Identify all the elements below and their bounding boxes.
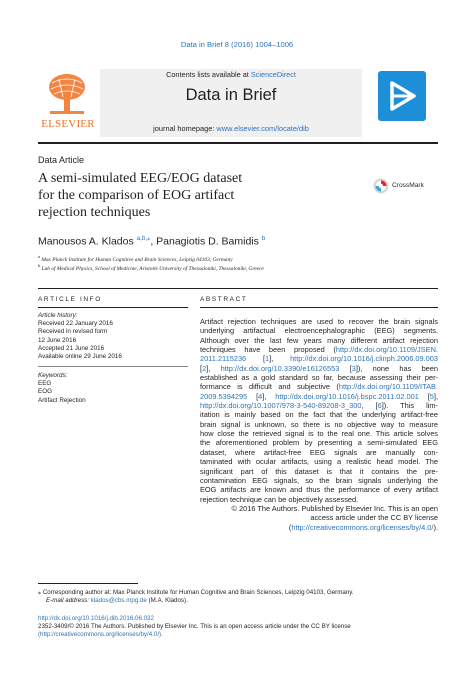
elsevier-logo[interactable] <box>38 69 96 135</box>
crossmark-badge[interactable] <box>373 178 439 194</box>
text-segment: taminated with ocular artifacts, using a realistic head model. The <box>200 457 438 467</box>
affiliation-key: b <box>38 263 41 268</box>
text-segment: dataset, where artifact-free EEG signals are manually con- <box>200 447 438 457</box>
text-line <box>200 523 438 532</box>
text-line <box>200 317 438 326</box>
license-link[interactable]: (http://creativecommons.org/licenses/by/4.0/). <box>38 631 163 639</box>
text-line <box>200 326 438 335</box>
title-line: for the comparison of EOG artifact <box>38 188 235 203</box>
author-list: Manousos A. Klados $^{a,b,⁎}$, Panagiotis D. Bamidis $^b$ <box>38 235 266 248</box>
crossmark-label: CrossMark <box>392 182 424 189</box>
elsevier-tree-icon <box>44 71 90 117</box>
article-footer <box>38 615 438 640</box>
corresponding-author-note: ⁎ Corresponding author at: Max Planck Institute for Human Cognitive and Brain Sciences, Leipzig 04103, Germany. <box>38 589 354 596</box>
text-line <box>200 354 438 363</box>
author-affiliation-marks[interactable]: a,b,⁎ <box>136 235 151 242</box>
history-label: Article history: <box>38 312 78 319</box>
text-segment: ( <box>288 522 292 532</box>
footnote <box>38 589 438 605</box>
text-line <box>200 336 438 345</box>
info-separator <box>38 366 188 367</box>
article-info-rule <box>38 307 188 308</box>
affiliation <box>38 263 264 272</box>
email-suffix: (M.A. Klados). <box>146 597 188 605</box>
issn-line: 2352-3409/© 2016 The Authors. Published by Elsevier Inc. This is an open access article under the CC BY license <box>38 623 351 631</box>
journal-cover-icon <box>378 71 426 121</box>
reference-link[interactable]: 6 <box>377 401 382 411</box>
text-segment: Although over the last few years many different artifact rejection <box>200 335 438 345</box>
header-divider <box>38 288 438 289</box>
author-affiliation-marks[interactable]: b <box>261 235 266 242</box>
text-segment: ], <box>269 354 291 364</box>
text-segment: ], <box>433 391 438 401</box>
email-link[interactable]: klados@cbs.mpg.de <box>90 597 147 605</box>
history-item: Received in revised form <box>38 328 108 336</box>
abstract-rule <box>200 307 438 308</box>
abstract-heading: ABSTRACT <box>200 296 248 303</box>
text-line <box>200 467 438 476</box>
text-segment: formance is difficult and subjective ( <box>200 382 339 392</box>
text-line <box>200 392 438 401</box>
text-line <box>200 448 438 457</box>
footnote-rule <box>38 583 138 584</box>
text-line <box>200 382 438 391</box>
text-line <box>200 410 438 419</box>
text-segment: ], <box>262 391 276 401</box>
title-line: A semi-simulated EEG/EOG dataset <box>38 171 243 186</box>
text-segment: EOG artifacts are known and thus the performance of every artifact <box>200 485 438 495</box>
reference-link[interactable]: http://creativecommons.org/licenses/by/4.0/ <box>291 522 434 532</box>
text-line <box>200 485 438 494</box>
reference-link[interactable]: 1 <box>265 354 270 364</box>
abstract-body <box>200 317 438 532</box>
text-segment: itation is mainly based on the fact that the underlying artifact-free <box>200 410 438 420</box>
email-line <box>38 597 438 605</box>
text-segment: ]), none has been <box>355 363 438 373</box>
text-segment: techniques have been proposed ( <box>200 345 336 355</box>
homepage-prefix: journal homepage: <box>153 124 217 133</box>
homepage-line <box>100 124 362 133</box>
history-item: Available online 29 June 2016 <box>38 353 122 361</box>
reference-link[interactable]: 5 <box>429 391 434 401</box>
contents-line <box>100 70 362 79</box>
text-line <box>200 513 438 522</box>
reference-link[interactable]: http://dx.doi.org/10.1109/ITAB. <box>338 382 438 392</box>
journal-cover-image[interactable] <box>378 71 426 121</box>
text-line <box>200 457 438 466</box>
text-segment: contamination EEG signals, so the brain signals underlying the <box>200 475 438 485</box>
reference-link[interactable]: http://dx.doi.org/10.3390/e16126553 <box>220 363 340 373</box>
text-segment: © 2016 The Authors. Published by Elsevier Inc. This is an open <box>231 503 438 513</box>
article-type: Data Article <box>38 155 85 165</box>
reference-link[interactable]: http://dx.doi.org/10.1016/j.clinph.2006.09.003 <box>290 354 438 364</box>
contents-prefix: Contents lists available at <box>166 70 251 79</box>
text-segment: ], <box>206 363 221 373</box>
text-line <box>200 345 438 354</box>
text-segment: [ <box>247 391 259 401</box>
text-segment: Artifact rejection techniques are used to recover the brain signals <box>200 317 438 326</box>
journal-title: Data in Brief <box>185 86 277 104</box>
sciencedirect-link[interactable]: ScienceDirect <box>250 70 296 79</box>
text-segment: access article under the CC BY license <box>310 513 438 523</box>
keyword: EEG <box>38 380 52 388</box>
text-line <box>200 373 438 382</box>
text-segment: how close the retrieved signal is to the real one. This article solves <box>200 429 438 439</box>
affiliation-text: Max Planck Institute for Human Cognitive and Brain Sciences, Leipzig 04103, Germany <box>41 256 233 263</box>
keyword: EOG <box>38 388 52 396</box>
text-line <box>200 476 438 485</box>
keywords-label: Keywords: <box>38 372 68 379</box>
text-line <box>200 364 438 373</box>
text-segment: brain signal is unknown, so there is no objective way to measure <box>200 419 438 429</box>
journal-citation[interactable]: Data in Brief 8 (2016) 1004–1006 <box>180 40 294 49</box>
author-name: Panagiotis D. Bamidis <box>156 235 259 248</box>
reference-link[interactable]: http://dx.doi.org/10.1109/JSEN. <box>335 345 438 355</box>
text-segment: [ <box>246 354 266 364</box>
journal-masthead <box>38 69 438 137</box>
text-segment: [ <box>418 391 430 401</box>
reference-link[interactable]: 4 <box>258 391 263 401</box>
masthead-panel <box>100 69 362 137</box>
history-item: Accepted 21 June 2016 <box>38 344 105 352</box>
affiliation-text: Lab of Medical Physics, School of Medicine, Aristotle University of Thessaloniki, Thessaloniki, Greece <box>41 265 264 272</box>
reference-link[interactable]: 2009.5394295 <box>200 391 248 401</box>
text-segment: ). <box>433 522 438 532</box>
text-segment: significant part of this dataset is that it contains the pre- <box>200 466 438 476</box>
text-segment: , [ <box>361 401 378 411</box>
text-segment: [ <box>200 363 203 373</box>
title-line: rejection techniques <box>38 205 151 220</box>
text-segment: established as a gold standard so far, because assessing their per- <box>200 373 438 383</box>
masthead-rule <box>38 142 438 144</box>
text-segment: rejection technique can be objectively assessed. <box>200 494 359 504</box>
history-item: 12 June 2016 <box>38 336 77 344</box>
text-segment: the aforementioned problem by presenting a semi-simulated EEG <box>200 438 438 448</box>
reference-link[interactable]: 3 <box>351 363 356 373</box>
license-text <box>200 504 438 532</box>
reference-link[interactable]: 2011.2115236 <box>200 354 247 364</box>
email-label: E-mail address: <box>46 597 89 605</box>
journal-homepage-link[interactable]: www.elsevier.com/locate/dib <box>216 124 309 133</box>
crossmark-icon <box>373 178 389 194</box>
affiliation <box>38 254 233 263</box>
article-title <box>38 170 338 221</box>
article-info-heading: ARTICLE INFO <box>38 296 102 303</box>
text-line <box>200 495 438 504</box>
author-name: Manousos A. Klados <box>38 235 134 248</box>
text-segment: underlying artifactual electroencephalographic (EEG) segments. <box>200 326 438 336</box>
reference-link[interactable]: http://dx.doi.org/10.1007/978-3-540-89208-3_300 <box>200 401 362 411</box>
text-line <box>200 420 438 429</box>
text-segment: [ <box>339 363 352 373</box>
doi-link[interactable]: http://dx.doi.org/10.1016/j.dib.2016.06.032 <box>38 615 154 622</box>
keyword: Artifact Rejection <box>38 396 86 404</box>
affiliation-key: a <box>38 254 40 259</box>
keywords <box>38 372 188 405</box>
elsevier-wordmark: ELSEVIER <box>41 118 95 130</box>
text-line <box>200 429 438 438</box>
text-line <box>200 504 438 513</box>
text-line <box>200 438 438 447</box>
text-segment: ]). This lim- <box>381 401 438 411</box>
history-item: Received 22 January 2016 <box>38 320 113 328</box>
reference-link[interactable]: 2 <box>202 363 207 373</box>
abstract-text <box>200 317 438 504</box>
reference-link[interactable]: http://dx.doi.org/10.1016/j.bspc.2011.02.001 <box>275 391 419 401</box>
article-history <box>38 312 188 361</box>
text-line <box>200 401 438 410</box>
